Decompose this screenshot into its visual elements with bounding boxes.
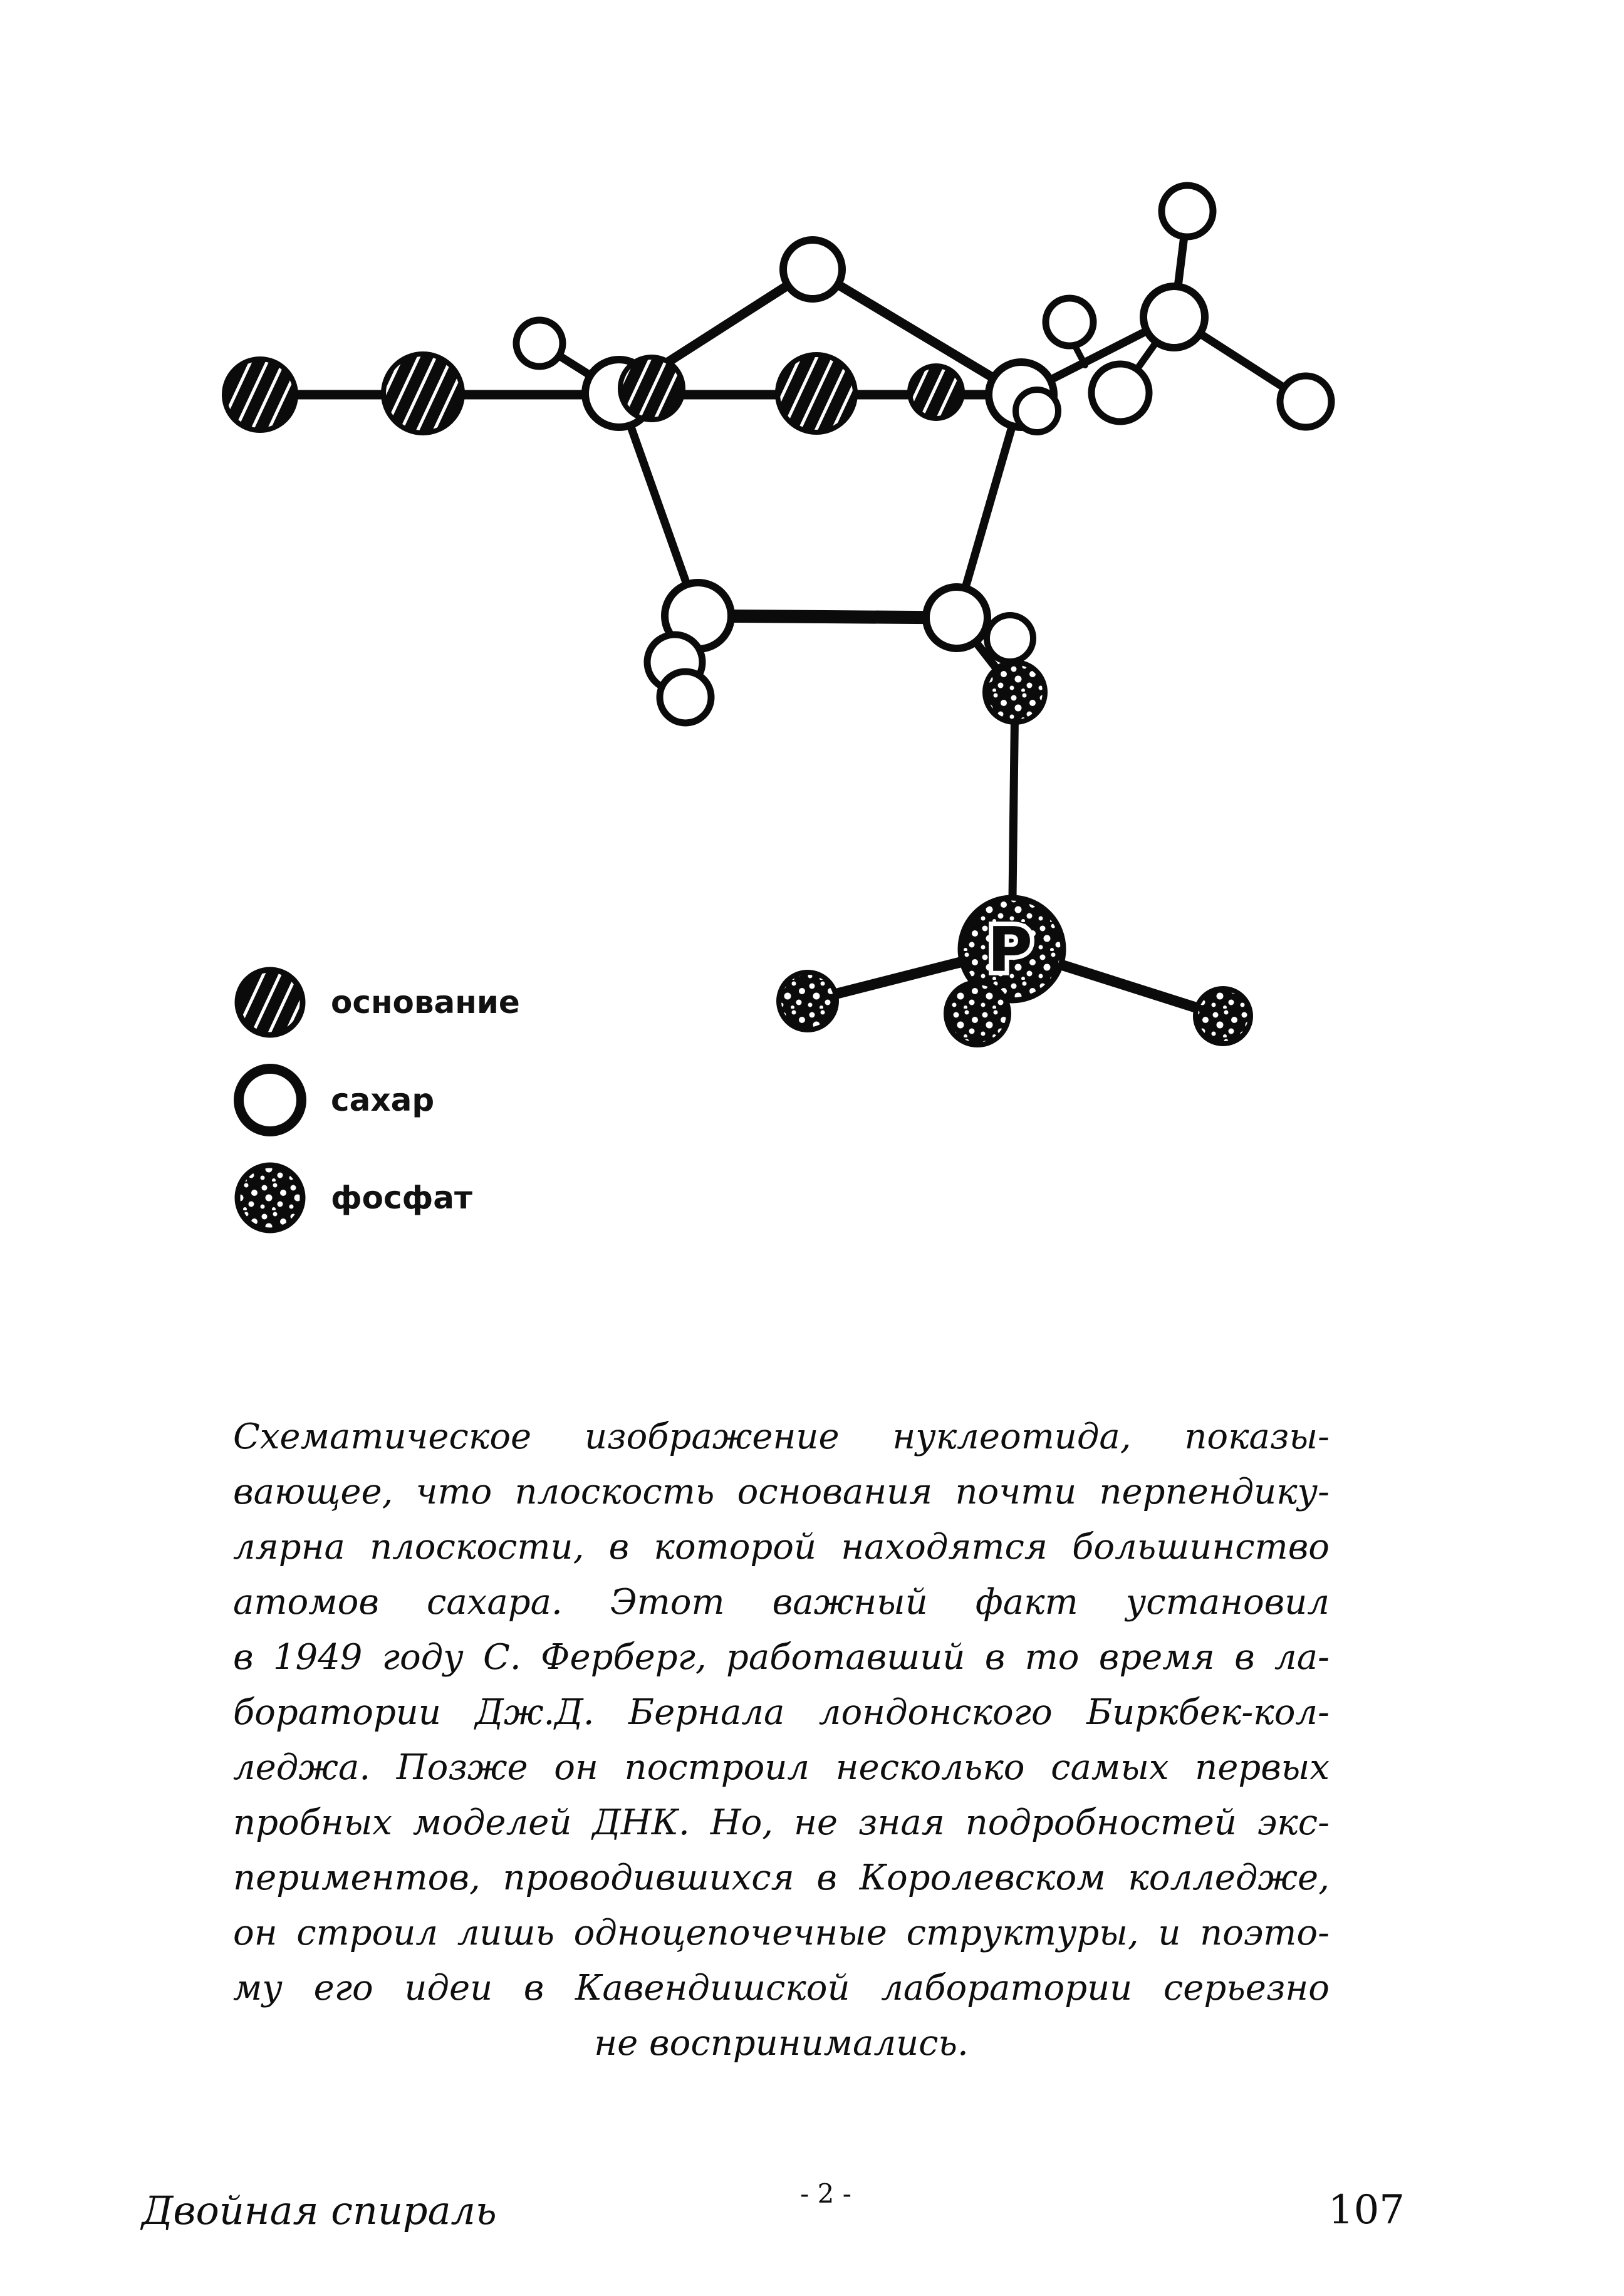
hydrogen-atom bbox=[1280, 376, 1331, 427]
caption-line: вающее, что плоскость основания почти перпендику- bbox=[233, 1472, 1330, 1512]
caption-line: Схематическое изображение нуклеотида, показы- bbox=[233, 1416, 1330, 1457]
caption-line: атомов сахара. Этот важный факт установил bbox=[233, 1582, 1330, 1623]
bond bbox=[698, 616, 957, 618]
sugar-atom bbox=[926, 587, 987, 648]
legend-phosphate-icon bbox=[237, 1165, 303, 1230]
legend-label-base: основание bbox=[331, 984, 520, 1021]
sugar-atom bbox=[783, 240, 842, 299]
base-atom bbox=[620, 357, 683, 420]
base-atom bbox=[910, 366, 962, 418]
phosphate-atom bbox=[1195, 989, 1251, 1044]
caption-line: пробных моделей ДНК. Но, не зная подробностей экс- bbox=[233, 1802, 1330, 1843]
phosphate-atom bbox=[779, 972, 836, 1030]
sugar-atom bbox=[1091, 364, 1149, 422]
caption-line: боратории Дж.Д. Бернала лондонского Биркбек-кол- bbox=[233, 1692, 1330, 1733]
legend-icons bbox=[237, 970, 303, 1230]
phosphorus-label: P bbox=[987, 915, 1033, 986]
base-atom bbox=[778, 355, 855, 432]
sugar-atom bbox=[1143, 286, 1205, 348]
hydrogen-atom bbox=[660, 672, 711, 723]
figure-caption bbox=[233, 1410, 1330, 2071]
base-atom bbox=[224, 359, 296, 430]
legend-label-phosphate: фосфат bbox=[331, 1180, 472, 1216]
caption-line: периментов, проводившихся в Королевском колледже, bbox=[233, 1857, 1330, 1898]
legend-base-icon bbox=[237, 970, 303, 1035]
caption-line: леджа. Позже он построил несколько самых первых bbox=[233, 1747, 1330, 1788]
phosphate-atom bbox=[985, 662, 1045, 722]
caption-line: не воспринимались. bbox=[594, 2023, 969, 2064]
hydrogen-atom bbox=[1016, 390, 1058, 432]
hydrogen-atom bbox=[1162, 185, 1213, 237]
caption-line: он строил лишь одноцепочечные структуры, и поэто- bbox=[233, 1913, 1330, 1953]
footer-page-marker: - 2 - bbox=[800, 2178, 851, 2209]
footer-book-title: Двойная спираль bbox=[142, 2188, 497, 2233]
legend-label-sugar: сахар bbox=[331, 1082, 435, 1118]
hydrogen-atom bbox=[1046, 298, 1093, 346]
footer-page-number: 107 bbox=[1328, 2187, 1405, 2233]
hydrogen-atom bbox=[987, 615, 1033, 662]
base-atom bbox=[383, 354, 462, 433]
caption-line: в 1949 году С. Ферберг, работавший в то время в ла- bbox=[233, 1637, 1330, 1678]
legend-sugar-icon bbox=[239, 1069, 301, 1131]
caption-line: лярна плоскости, в которой находятся большинство bbox=[233, 1527, 1330, 1567]
hydrogen-atom bbox=[516, 320, 563, 366]
phosphate-atom bbox=[946, 982, 1009, 1045]
caption-line: му его идеи в Кавендишской лаборатории серьезно bbox=[233, 1968, 1330, 2008]
